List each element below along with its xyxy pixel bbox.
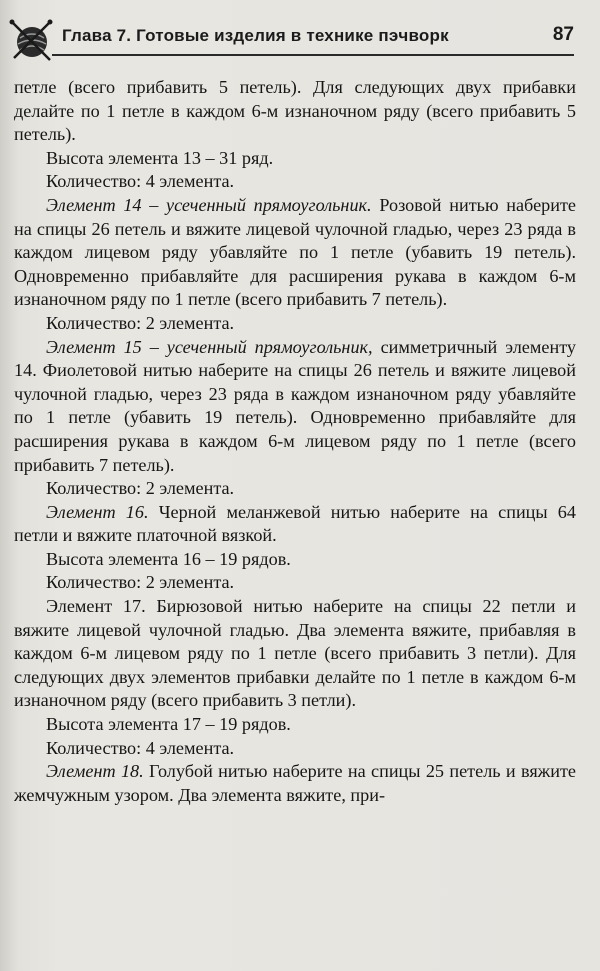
paragraph-text: Розовой нитью наберите на спицы 26 петель и вяжите лицевой чулочной гладью, через 23 ряда в каждом лицевом ряду убавляйте по 1 петле (убавить 19 петель). Одновременно прибавляйте для расширения рукава в каждом 6-м изнаночном ряду по 1 петле (всего прибавить 7 петель).: [14, 194, 576, 310]
paragraph: [14, 147, 576, 171]
paragraph-text: Элемент 17. Бирюзовой нитью наберите на спицы 22 петли и вяжите лицевой чулочной гладью. Два элемента вяжите, прибавляя в каждом 6-м лицевом ряду по 1 петле (всего прибавить 3 петли). Для следующих двух элементов прибавки делайте по 1 петле в каждом 6-м изнаночном ряду (всего прибавить 3 петли).: [14, 596, 576, 711]
paragraph-text: Количество: 2 элемента.: [46, 478, 235, 499]
paragraph: [14, 477, 576, 501]
running-header: [0, 0, 600, 78]
paragraph: [14, 760, 576, 807]
paragraph-text: симметричный элементу 14. Фиолетовой нитью наберите на спицы 26 петель и вяжите лицевой чулочной гладью, через 23 ряда в каждом изнаночном ряду убавляйте по 1 петле (убавить 19 петель). Одновременно прибавляйте для расширения рукава в каждом 6-м лицевом ряду по 1 петле (всего прибавить 7 петель).: [14, 336, 576, 475]
paragraph-text: Черной меланжевой нитью наберите на спицы 64 петли и вяжите платочной вязкой.: [14, 501, 576, 546]
paragraph-text: Количество: 2 элемента.: [46, 312, 235, 333]
paragraph: [14, 312, 576, 336]
paragraph-text: Высота элемента 16 – 19 рядов.: [46, 548, 291, 569]
header-divider: [52, 54, 574, 56]
paragraph-text: петле (всего прибавить 5 петель). Для следующих двух прибавки делайте по 1 петле в каждом 6-м изнаночном ряду (всего прибавить 5 петель).: [14, 77, 576, 145]
paragraph: [14, 76, 576, 147]
paragraph: [14, 571, 576, 595]
chapter-title: Глава 7. Готовые изделия в технике пэчворк: [62, 26, 449, 45]
paragraph-text: Количество: 4 элемента.: [46, 171, 235, 192]
paragraph-text: Высота элемента 17 – 19 рядов.: [46, 714, 291, 735]
paragraph: [14, 713, 576, 737]
paragraph-lead: Элемент 15 – усеченный прямоугольник,: [46, 336, 373, 357]
paragraph: [14, 548, 576, 572]
paragraph-lead: Элемент 18.: [46, 761, 144, 782]
paragraph-text: Количество: 4 элемента.: [46, 737, 235, 758]
paragraph-text: Высота элемента 13 – 31 ряд.: [46, 147, 274, 168]
page-number: 87: [552, 24, 574, 45]
paragraph: [14, 501, 576, 548]
yarn-ball-knitting-needles-icon: [8, 16, 54, 62]
paragraph: [14, 170, 576, 194]
paragraph-text: Количество: 2 элемента.: [46, 572, 235, 593]
paragraph-lead: Элемент 16.: [46, 501, 149, 522]
body-text: [14, 76, 576, 807]
paragraph: [14, 595, 576, 713]
paragraph-lead: Элемент 14 – усеченный прямоугольник.: [46, 194, 372, 215]
paragraph-text: Голубой нитью наберите на спицы 25 петель и вяжите жемчужным узором. Два элемента вяжите, при-: [14, 761, 577, 805]
paragraph: [14, 336, 576, 478]
paragraph: [14, 737, 576, 761]
paragraph: [14, 194, 576, 312]
